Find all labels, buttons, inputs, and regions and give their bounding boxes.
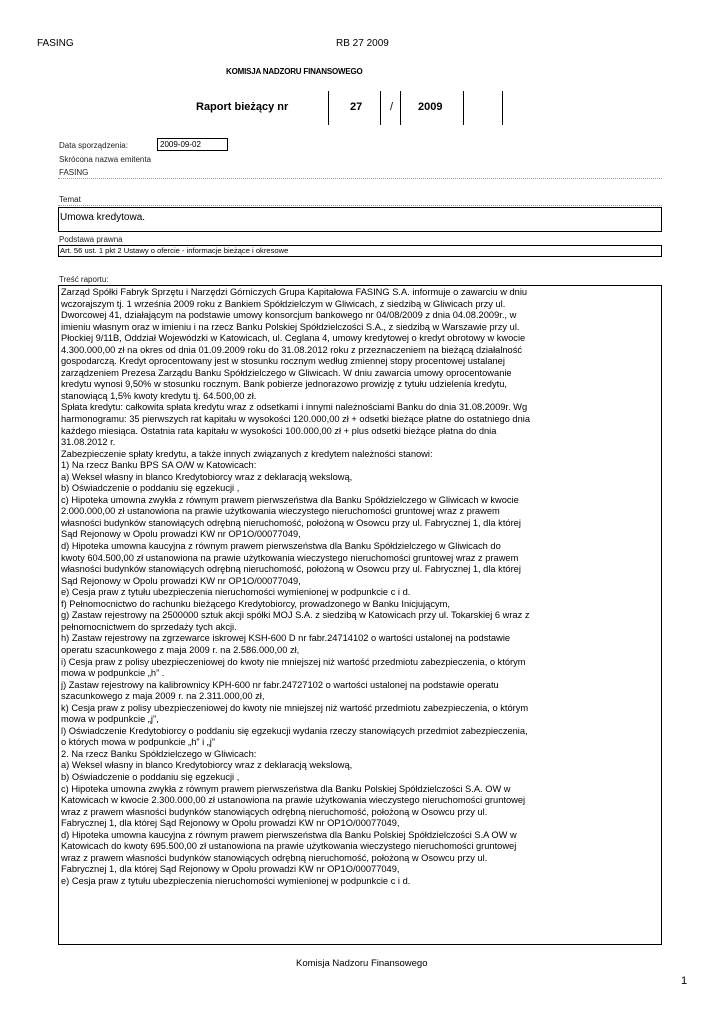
content-line: wraz z prawem własności budynków stanowiących odrębną nieruchomość, położoną w Osowcu przy ul.	[61, 852, 488, 863]
content-line: e) Cesja praw z tytułu ubezpieczenia nieruchomości wymienionej w podpunkcie c i d.	[61, 587, 411, 598]
content-line: własności budynków stanowiących odrębną nieruchomość, położoną w Osowcu przy ul. Fabrycznej 1, dla której	[61, 564, 521, 575]
content-line: Fabrycznej 1, dla której Sąd Rejonowy w Opolu prowadzi KW nr OP1O/00077049,	[61, 864, 400, 875]
content-line: Sąd Rejonowy w Opolu prowadzi KW nr OP1O/00077049,	[61, 529, 301, 540]
content-line: mowa w podpunkcie „h” .	[61, 668, 165, 679]
legal-box	[58, 245, 662, 257]
content-line: mowa w podpunkcie „j”,	[61, 714, 159, 725]
content-line: 2. Na rzecz Banku Spółdzielczego w Gliwicach:	[61, 748, 257, 759]
content-line: a) Weksel własny in blanco Kredytobiorcy wraz z deklaracją wekslową,	[61, 760, 353, 771]
content-line: 4.300.000,00 zł na okres od dnia 01.09.2009 roku do 31.08.2012 roku z przeznaczeniem na bieżącą działalność	[61, 344, 523, 355]
content-line: gospodarczą. Kredyt oprocentowany jest w stosunku rocznym według zmiennej stopy procentowej ustalanej	[61, 356, 505, 367]
header-left: FASING	[37, 38, 74, 49]
content-line: Sąd Rejonowy w Opolu prowadzi KW nr OP1O/00077049,	[61, 575, 301, 586]
content-line: j) Zastaw rejestrowy na kalibrownicy KPH-600 nr fabr.24727102 o wartości ustalonej na podstawie operatu	[61, 679, 499, 690]
content-line: każdego miesiąca. Ostatnia rata kapitału w wysokości 100.000,00 zł + plus odsetki bieżące płatna do dnia	[61, 425, 497, 436]
content-line: h) Zastaw rejestrowy na zgrzewarce iskrowej KSH-600 D nr fabr.24714102 o wartości ustalonej na podstawie	[61, 633, 511, 644]
subject-divider	[58, 205, 662, 206]
content-line: b) Oświadczenie o poddaniu się egzekucji ,	[61, 483, 240, 494]
content-line: kredytu wynosi 9,50% w stosunku rocznym. Bank pobierze jednorazowo prowizję z tytułu udzielenia kredytu,	[61, 379, 507, 390]
subject-box	[58, 207, 662, 232]
content-line: i) Cesja praw z polisy ubezpieczeniowej do kwoty nie mniejszej niż wartość przedmiotu zabezpieczenia, o którym	[61, 656, 526, 667]
content-line: l) Oświadczenie Kredytobiorcy o poddaniu się egzekucji wydania rzeczy stanowiących przedmiot zabezpieczenia,	[61, 725, 528, 736]
report-number-row	[190, 91, 502, 125]
content-line: a) Weksel własny in blanco Kredytobiorcy wraz z deklaracją wekslową,	[61, 471, 353, 482]
subject-label: Temat	[59, 195, 81, 204]
content-line: Zarząd Spółki Fabryk Sprzętu i Narzędzi Górniczych Grupa Kapitałowa FASING S.A. informuje o zawarciu w dniu	[61, 287, 528, 297]
content-line: wczorajszym tj. 1 września 2009 roku z Bankiem Spółdzielczym w Gliwicach, z siedzibą w Gliwicach przy ul.	[61, 298, 506, 309]
content-line: o których mowa w podpunkcie „h” i „j”	[61, 737, 215, 748]
content-line: e) Cesja praw z tytułu ubezpieczenia nieruchomości wymienionej w podpunkcie c i d.	[61, 875, 411, 886]
issuer-value: FASING	[59, 168, 89, 177]
content-line: f) Pełnomocnictwo do rachunku bieżącego Kredytobiorcy, prowadzonego w Banku Inicjującym,	[61, 598, 450, 609]
content-line: zarządzeniem Prezesa Zarządu Banku Spółdzielczego w Gliwicach. W dniu zawarcia umowy oprocentowanie	[61, 367, 512, 378]
content-line: Płockiej 9/11B, Oddział Wojewódzki w Katowicach, ul. Ceglana 4, umowy kredytowej o kredyt obrotowy w kwocie	[61, 333, 526, 344]
content-label: Treść raportu:	[59, 275, 109, 284]
content-line: d) Hipoteka umowna kaucyjna z równym prawem pierwszeństwa dla Banku Polskiej Spółdzielczości S.A OW w	[61, 829, 517, 840]
footer-authority: Komisja Nadzoru Finansowego	[296, 958, 428, 969]
date-value: 2009-09-02	[160, 140, 201, 149]
content-line: d) Hipoteka umowna kaucyjna z równym prawem pierwszeństwa dla Banku Spółdzielczego w Gliwicach do	[61, 541, 501, 552]
issuer-label: Skrócona nazwa emitenta	[59, 155, 152, 164]
report-year: 2009	[418, 101, 443, 113]
content-line: operatu szacunkowego z maja 2009 r. na 2.586.000,00 zł,	[61, 644, 300, 655]
content-line: stanowiącą 1,5% kwoty kredytu tj. 64.500,00 zł.	[61, 390, 257, 401]
content-line: 1) Na rzecz Banku BPS SA O/W w Katowicach:	[61, 460, 257, 471]
authority-title: KOMISJA NADZORU FINANSOWEGO	[226, 67, 363, 76]
content-line: Dworcowej 41, działającym na podstawie umowy konsorcjum bankowego nr 04/08/2009 z dnia 04.08.2009r., w	[61, 310, 517, 321]
issuer-divider	[58, 178, 662, 179]
content-line: Katowicach do kwoty 695.500,00 zł ustanowiona na prawie użytkowania wieczystego nieruchomości gruntowej	[61, 841, 517, 852]
date-label: Data sporządzenia:	[59, 141, 128, 150]
content-line: imieniu własnym oraz w imieniu i na rzecz Banku Polskiej Spółdzielczości S.A., z siedzibą w Warszawie przy ul.	[61, 321, 520, 332]
content-line: 31.08.2012 r.	[61, 437, 116, 448]
content-line: Spłata kredytu: całkowita spłata kredytu wraz z odsetkami i innymi należnościami Banku do dnia 31.08.2009r. Wg	[61, 402, 528, 413]
content-line: kwoty 604.500,00 zł ustanowiona na prawie użytkowania wieczystego nieruchomości gruntowej wraz z prawem	[61, 552, 519, 563]
report-separator: /	[390, 101, 394, 113]
content-line: g) Zastaw rejestrowy na 2500000 sztuk akcji spółki MOJ S.A. z siedzibą w Katowicach przy ul. Tokarskiej 6 wraz z	[61, 610, 530, 621]
content-line: własności budynków stanowiących odrębną nieruchomość, położoną w Osowcu przy ul. Fabrycznej 1, dla której	[61, 517, 521, 528]
header-center: RB 27 2009	[336, 38, 389, 49]
legal-label: Podstawa prawna	[59, 235, 123, 244]
content-line: c) Hipoteka umowna zwykła z równym prawem pierwszeństwa dla Banku Polskiej Spółdzielczości S.A. OW w	[61, 783, 511, 794]
content-line: 2.000.000,00 zł ustanowiona na prawie użytkowania wieczystego nieruchomości gruntowej wraz z prawem	[61, 506, 500, 517]
content-line: k) Cesja praw z polisy ubezpieczeniowej do kwoty nie mniejszej niż wartość przedmiotu zabezpieczenia, o którym	[61, 702, 529, 713]
content-line: b) Oświadczenie o poddaniu się egzekucji ,	[61, 771, 240, 782]
report-number: 27	[350, 101, 363, 113]
content-line: pełnomocnictwem do sprzedaży tych akcji.	[61, 621, 237, 632]
report-content	[58, 285, 662, 945]
page-number: 1	[681, 975, 688, 987]
content-line: Zabezpieczenie spłaty kredytu, a także innych związanych z kredytem należności stanowi:	[61, 448, 433, 459]
report-label: Raport bieżący nr	[196, 101, 289, 113]
content-line: harmonogramu: 35 pierwszych rat kapitału w wysokości 120.000,00 zł + odsetki bieżące płatne do ostatniego dnia	[61, 414, 530, 425]
content-line: Fabrycznej 1, dla której Sąd Rejonowy w Opolu prowadzi KW nr OP1O/00077049,	[61, 818, 400, 829]
content-line: c) Hipoteka umowna zwykła z równym prawem pierwszeństwa dla Banku Spółdzielczego w Gliwicach w kwocie	[61, 494, 519, 505]
content-line: szacunkowego z maja 2009 r. na 2.311.000,00 zł,	[61, 691, 265, 702]
subject-value: Umowa kredytowa.	[60, 212, 146, 223]
legal-value: Art. 56 ust. 1 pkt 2 Ustawy o ofercie - informacje bieżące i okresowe	[60, 246, 289, 255]
content-line: Katowicach w kwocie 2.300.000,00 zł ustanowiona na prawie użytkowania wieczystego nieruchomości gruntowej	[61, 795, 526, 806]
content-line: wraz z prawem własności budynków stanowiących odrębną nieruchomość, położoną w Osowcu przy ul.	[61, 806, 488, 817]
date-field	[157, 138, 228, 151]
